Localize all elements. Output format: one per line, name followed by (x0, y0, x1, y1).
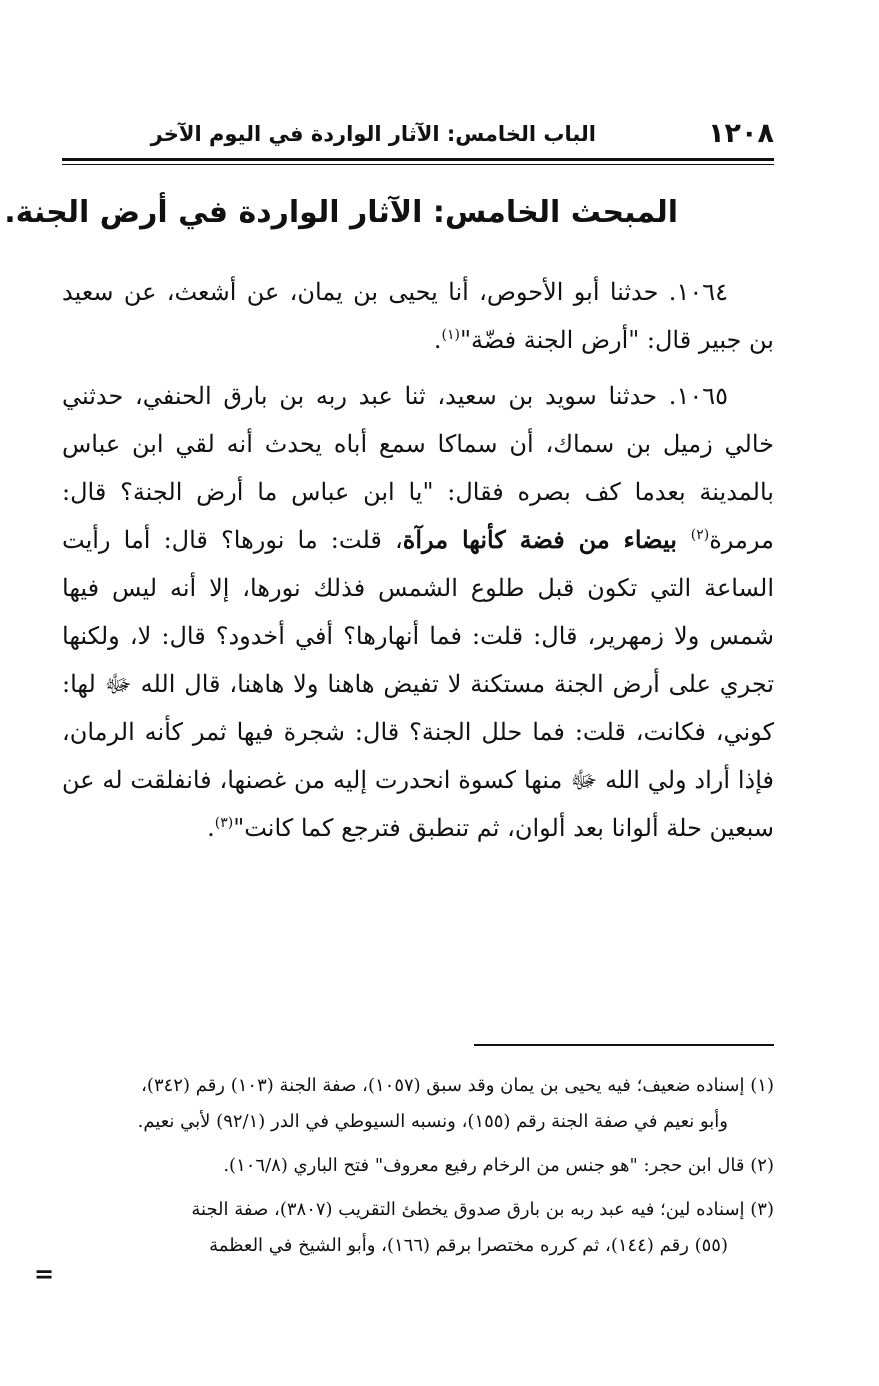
chapter-title: الباب الخامس: الآثار الواردة في اليوم الآخر (150, 122, 596, 146)
footnote-continuation: (٥٥) رقم (١٤٤)، ثم كرره مختصرا برقم (١٦٦)، وأبو الشيخ في العظمة (209, 1235, 728, 1256)
main-text (62, 268, 774, 860)
paragraph-text: حدثنا أبو الأحوص، أنا يحيى بن يمان، عن أشعث، عن سعيد بن جبير قال: "أرض الجنة فضّة" (62, 278, 774, 354)
paragraph-end: . (207, 814, 215, 842)
footnote-separator (474, 1044, 774, 1046)
section-separator: : (432, 195, 445, 230)
footnote-1 (62, 1068, 774, 1140)
running-header (62, 118, 774, 158)
section-end: . (4, 195, 16, 230)
paragraph-number: ١٠٦٥. (668, 382, 728, 410)
footnote-ref-2[interactable]: (٢) (690, 527, 710, 543)
footnote-number: (٢) (750, 1155, 774, 1176)
footnote-text: قال ابن حجر: "هو جنس من الرخام رفيع معروف" فتح الباري (١٠٦/٨). (223, 1155, 745, 1176)
header-rule-thin (62, 164, 774, 165)
footnote-ref-1[interactable]: (١) (441, 327, 460, 343)
section-heading (4, 195, 678, 230)
footnote-number: (١) (750, 1075, 774, 1096)
footnote-number: (٣) (750, 1199, 774, 1220)
footnote-2 (62, 1148, 774, 1184)
footnote-continuation: وأبو نعيم في صفة الجنة رقم (١٥٥)، ونسبه السيوطي في الدر (٩٢/١) لأبي نعيم. (137, 1111, 728, 1132)
footnotes (62, 1068, 774, 1272)
section-label: المبحث الخامس (444, 195, 678, 230)
footnote-ref-3[interactable]: (٣) (214, 815, 234, 831)
bold-quote: بيضاء من فضة كأنها مرآة (402, 525, 691, 554)
paragraph-text: حدثنا سويد بن سعيد، ثنا عبد ربه بن بارق الحنفي، حدثني خالي زميل بن سماك، أن سماكا سمع أباه يحدث أنه لقي ابن عباس بالمدينة بعدما كف بصره فقال: "يا ابن عباس ما أرض الجنة؟ قال: مرمرة (62, 382, 774, 554)
paragraph-1065 (62, 372, 774, 852)
page-number: ١٢٠٨ (708, 118, 774, 149)
header-rule-thick (62, 158, 774, 161)
paragraph-number: ١٠٦٤. (668, 278, 728, 306)
paragraph-text-cont: ، قلت: ما نورها؟ قال: أما رأيت الساعة التي تكون قبل طلوع الشمس فذلك نورها، إلا أنه ليس فيها شمس ولا زمهرير، قال: قلت: فما أنهارها؟ أفي أخدود؟ قال: لا، ولكنها تجري على أرض الجنة مستكنة لا تفيض هاهنا ولا هاهنا، قال الله ﷻ لها: كوني، فكانت، قلت: فما حلل الجنة؟ قال: شجرة فيها ثمر كأنه الرمان، فإذا أراد ولي الله ﷻ منها كسوة انحدرت إليه من غصنها، فانفلقت له عن سبعين حلة ألوانا بعد ألوان، ثم تنطبق فترجع كما كانت" (62, 526, 774, 842)
footnote-3 (62, 1192, 774, 1264)
section-title-text: الآثار الواردة في أرض الجنة (15, 195, 423, 230)
paragraph-1064 (62, 268, 774, 364)
paragraph-end: . (433, 326, 442, 354)
continuation-mark: = (34, 1260, 55, 1288)
footnote-text: إسناده لين؛ فيه عبد ربه بن بارق صدوق يخطئ التقريب (٣٨٠٧)، صفة الجنة (191, 1199, 745, 1220)
footnote-text: إسناده ضعيف؛ فيه يحيى بن يمان وقد سبق (١٠٥٧)، صفة الجنة (١٠٣) رقم (٣٤٢)، (141, 1075, 745, 1096)
